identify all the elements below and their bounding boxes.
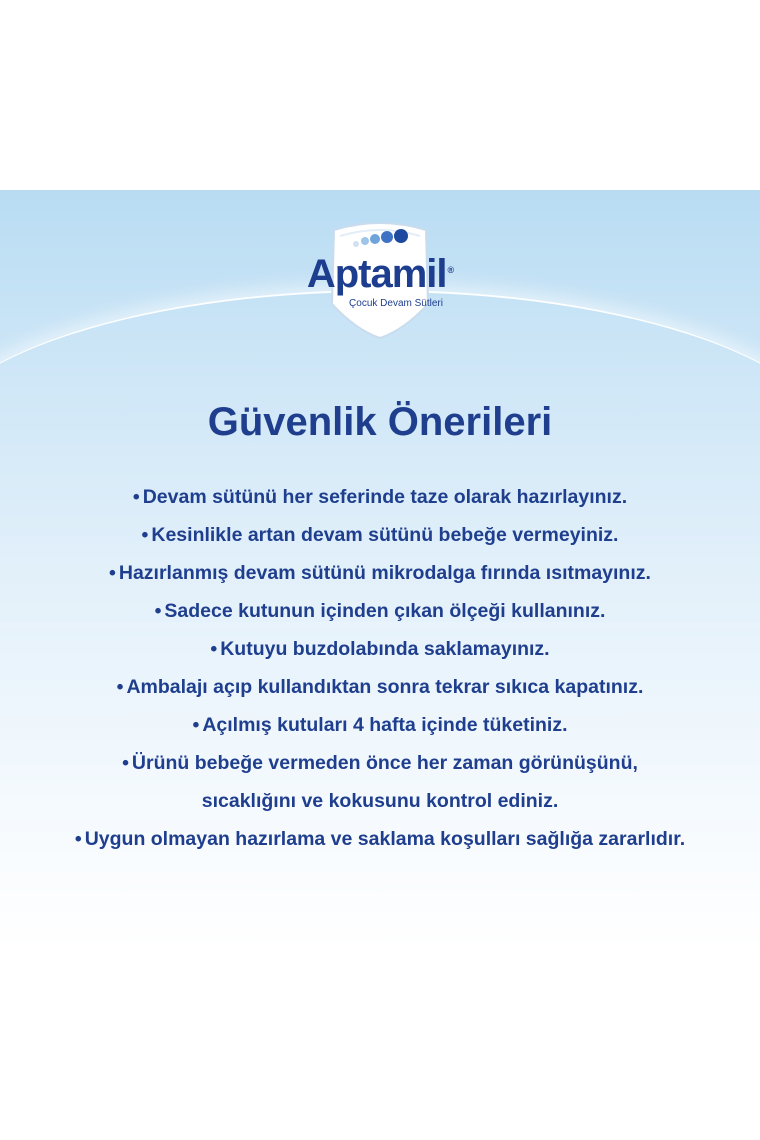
bullet-icon: • — [132, 486, 140, 508]
bullet-icon: • — [141, 524, 149, 546]
list-item: • Kutuyu buzdolabında saklamayınız. — [210, 638, 550, 660]
brand-name: Aptamil® — [306, 252, 454, 296]
aptamil-logo — [304, 218, 456, 340]
brand-subtitle: Çocuk Devam Sütleri — [349, 298, 443, 309]
list-item: • Ürünü bebeğe vermeden önce her zaman görünüşünü, — [122, 752, 638, 774]
list-item-continuation: sıcaklığını ve kokusunu kontrol ediniz. — [201, 790, 559, 812]
bullet-icon: • — [109, 562, 116, 584]
list-item: • Açılmış kutuları 4 hafta içinde tüketiniz. — [192, 714, 568, 736]
page-title: Güvenlik Önerileri — [207, 400, 553, 444]
list-item: • Uygun olmayan hazırlama ve saklama koşulları sağlığa zararlıdır. — [74, 828, 686, 850]
recommendation-list — [0, 478, 760, 858]
bullet-icon: • — [122, 752, 129, 774]
list-item: • Devam sütünü her seferinde taze olarak hazırlayınız. — [132, 486, 628, 508]
bullet-icon: • — [210, 638, 218, 660]
list-item: • Hazırlanmış devam sütünü mikrodalga fırında ısıtmayınız. — [109, 562, 651, 584]
bullet-icon: • — [74, 828, 82, 850]
list-item: • Sadece kutunun içinden çıkan ölçeği kullanınız. — [154, 600, 606, 622]
list-item: • Ambalajı açıp kullandıktan sonra tekrar sıkıca kapatınız. — [116, 676, 644, 698]
bullet-icon: • — [116, 676, 124, 698]
bullet-icon: • — [192, 714, 200, 736]
bullet-icon: • — [154, 600, 162, 622]
list-item: • Kesinlikle artan devam sütünü bebeğe vermeyiniz. — [141, 524, 619, 546]
info-panel — [0, 190, 760, 950]
